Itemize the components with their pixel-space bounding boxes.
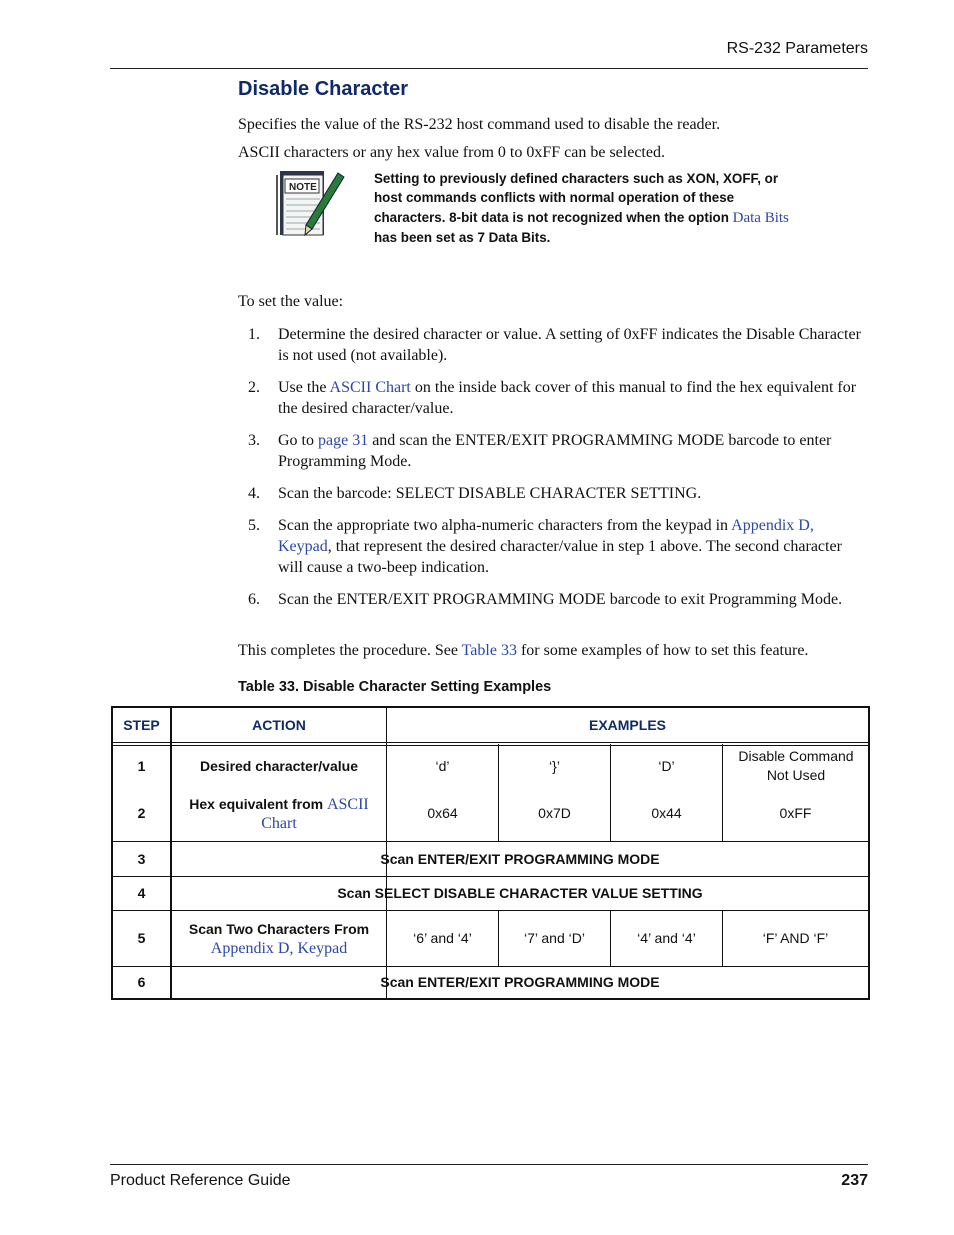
procedure-step xyxy=(238,324,868,366)
example-cell: ‘6’ and ‘4’ xyxy=(413,930,472,946)
procedure-step xyxy=(238,483,868,504)
step-text: , that represent the desired character/value in step 1 above. The second character will cause a two-beep indication. xyxy=(278,538,842,576)
footer-guide-title: Product Reference Guide xyxy=(110,1172,291,1189)
step-cell: 1 xyxy=(137,757,146,774)
header-action: ACTION xyxy=(252,716,306,733)
step-number: 5. xyxy=(248,517,260,534)
example-cell: ‘D’ xyxy=(658,757,675,774)
conclusion-text: This completes the procedure. See xyxy=(238,642,462,659)
procedure-step xyxy=(238,515,868,578)
step-cell: 2 xyxy=(137,805,146,821)
step-cell: 5 xyxy=(137,930,146,946)
step-number: 6. xyxy=(248,591,260,608)
step-number: 1. xyxy=(248,326,260,343)
appendix-d-keypad-link[interactable]: Appendix D, Keypad xyxy=(210,939,348,957)
row-divider xyxy=(113,742,868,743)
example-cell: ‘F’ AND ‘F’ xyxy=(762,930,829,946)
note-callout xyxy=(272,167,872,247)
step-cell: 4 xyxy=(137,885,146,901)
span-cell: Scan ENTER/EXIT PROGRAMMING MODE xyxy=(380,974,660,990)
step-cell: 6 xyxy=(137,974,146,990)
procedure-conclusion xyxy=(238,640,868,661)
action-cell xyxy=(172,911,386,966)
procedure-step xyxy=(238,589,868,610)
example-cell: ‘d’ xyxy=(435,757,450,774)
step-cell: 3 xyxy=(137,850,146,867)
settings-examples-table xyxy=(111,706,870,1000)
example-cell: ‘}’ xyxy=(549,757,560,774)
action-cell xyxy=(177,786,381,841)
span-cell: Scan ENTER/EXIT PROGRAMMING MODE xyxy=(380,850,660,867)
action-cell: Desired character/value xyxy=(200,757,358,774)
step-text: on the inside back cover of this manual to find the hex equivalent for the desired character/value. xyxy=(278,379,857,417)
ascii-chart-link[interactable]: ASCII Chart xyxy=(261,796,369,832)
note-text-tail: has been set as 7 Data Bits. xyxy=(374,230,551,246)
table-33-link[interactable]: Table 33 xyxy=(461,642,517,659)
step-text: Go to xyxy=(278,432,318,449)
action-text: Hex equivalent from xyxy=(189,796,327,812)
appendix-d-keypad-link[interactable]: Appendix D, Keypad xyxy=(278,517,814,555)
intro-paragraph-2: ASCII characters or any hex value from 0 to 0xFF can be selected. xyxy=(238,144,665,161)
section-title: Disable Character xyxy=(238,78,409,100)
step-text: Scan the appropriate two alpha-numeric characters from the keypad in xyxy=(278,517,732,534)
step-number: 2. xyxy=(248,379,260,396)
action-text: Scan Two Characters From xyxy=(188,920,370,937)
step-number: 3. xyxy=(248,432,260,449)
step-number: 4. xyxy=(248,485,260,502)
example-cell: Disable Command Not Used xyxy=(738,748,854,783)
header-examples: EXAMPLES xyxy=(588,716,666,733)
intro-paragraph-1: Specifies the value of the RS-232 host command used to disable the reader. xyxy=(238,116,721,133)
procedure-step xyxy=(238,377,868,419)
step-text: Determine the desired character or value. A setting of 0xFF indicates the Disable Character is not used (not available). xyxy=(278,326,861,364)
note-pad-icon xyxy=(272,167,354,241)
step-text: Use the xyxy=(278,379,330,396)
header-step: STEP xyxy=(123,716,160,733)
note-text xyxy=(374,169,794,248)
span-cell: Scan SELECT DISABLE CHARACTER VALUE SETTING xyxy=(337,885,703,901)
footer-divider xyxy=(110,1164,868,1165)
page-number: 237 xyxy=(841,1172,868,1189)
example-cell: ‘7’ and ‘D’ xyxy=(524,930,585,946)
note-text-lead: Setting to previously defined characters such as XON, XOFF, or host commands conflicts with normal operation of these characters. 8-bit data is not recognized when the option xyxy=(374,171,779,225)
procedure-intro: To set the value: xyxy=(238,293,344,310)
running-header-title: RS-232 Parameters xyxy=(726,40,868,57)
note-icon-label: NOTE xyxy=(289,182,317,193)
conclusion-text: for some examples of how to set this feature. xyxy=(516,642,809,659)
page-31-link[interactable]: page 31 xyxy=(318,432,369,449)
example-cell: ‘4’ and ‘4’ xyxy=(637,930,696,946)
step-text: Scan the ENTER/EXIT PROGRAMMING MODE barcode to exit Programming Mode. xyxy=(278,591,843,608)
data-bits-link[interactable]: Data Bits xyxy=(732,209,789,226)
example-cell: 0x7D xyxy=(538,805,571,821)
example-cell: 0xFF xyxy=(779,805,812,821)
procedure-steps xyxy=(238,324,868,621)
table-caption: Table 33. Disable Character Setting Examples xyxy=(238,679,552,695)
header-divider xyxy=(110,68,868,69)
ascii-chart-link[interactable]: ASCII Chart xyxy=(329,379,411,396)
example-cell: 0x44 xyxy=(651,805,682,821)
step-text: and scan the ENTER/EXIT PROGRAMMING MODE barcode to enter Programming Mode. xyxy=(278,432,832,470)
example-cell: 0x64 xyxy=(427,805,458,821)
step-text: Scan the barcode: SELECT DISABLE CHARACTER SETTING. xyxy=(278,485,702,502)
procedure-step xyxy=(238,430,868,472)
